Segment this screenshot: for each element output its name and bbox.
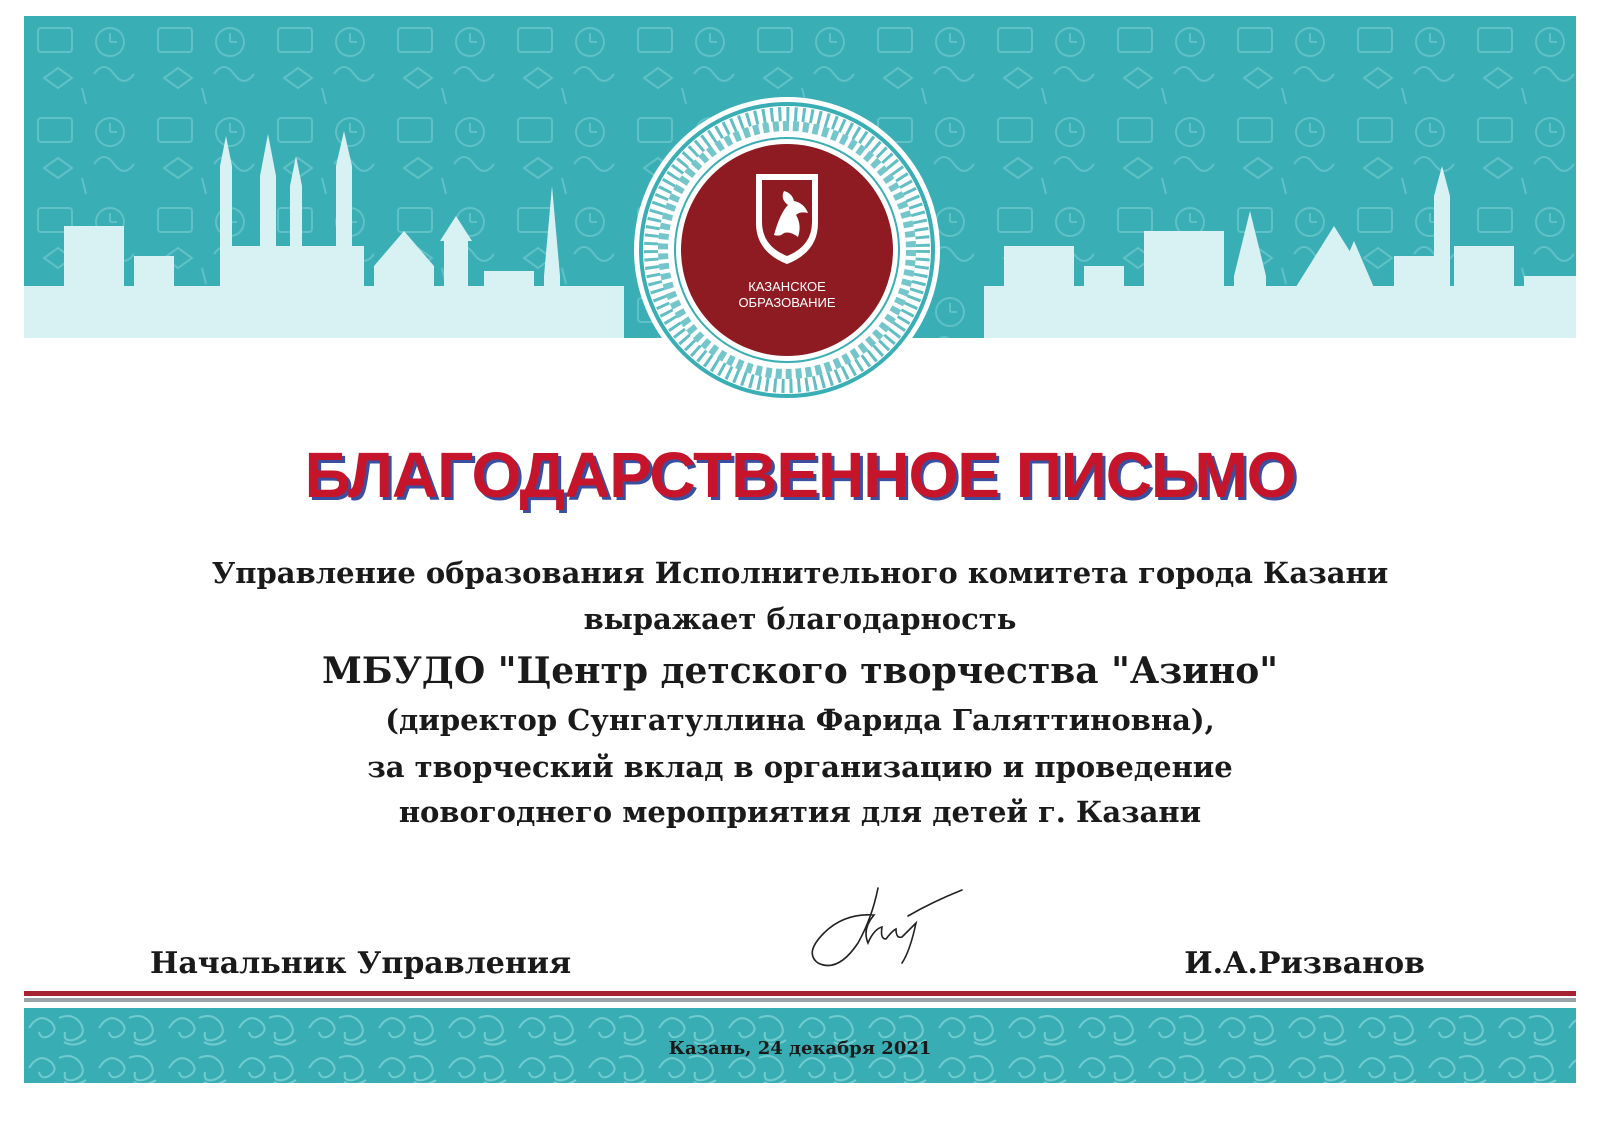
emblem-label-line1: КАЗАНСКОЕ	[748, 279, 826, 294]
issuer-text: Управление образования Исполнительного комитета города Казани	[211, 556, 1389, 590]
reason-text-line1: за творческий вклад в организацию и проведение	[367, 750, 1233, 784]
reason-text-line2: новогоднего мероприятия для детей г. Казани	[398, 795, 1202, 829]
kazan-education-emblem	[632, 95, 942, 405]
page-title: БЛАГОДАРСТВЕННОЕ ПИСЬМО	[304, 439, 1296, 511]
expresses-text: выражает благодарность	[583, 602, 1017, 636]
handwritten-signature	[808, 880, 968, 980]
emblem-label-line2: ОБРАЗОВАНИЕ	[738, 295, 836, 310]
footer-divider	[24, 991, 1576, 1005]
signer-position: Начальник Управления	[150, 946, 572, 981]
recipient-name: МБУДО "Центр детского творчества "Азино"	[321, 650, 1278, 692]
place-date-text: Казань, 24 декабря 2021	[668, 1038, 932, 1059]
signer-name: И.А.Ризванов	[1184, 946, 1425, 981]
divider-red-line	[24, 991, 1576, 996]
director-text: (директор Сунгатуллина Фарида Галяттиновна),	[385, 703, 1215, 737]
divider-gray-line	[24, 998, 1576, 1002]
